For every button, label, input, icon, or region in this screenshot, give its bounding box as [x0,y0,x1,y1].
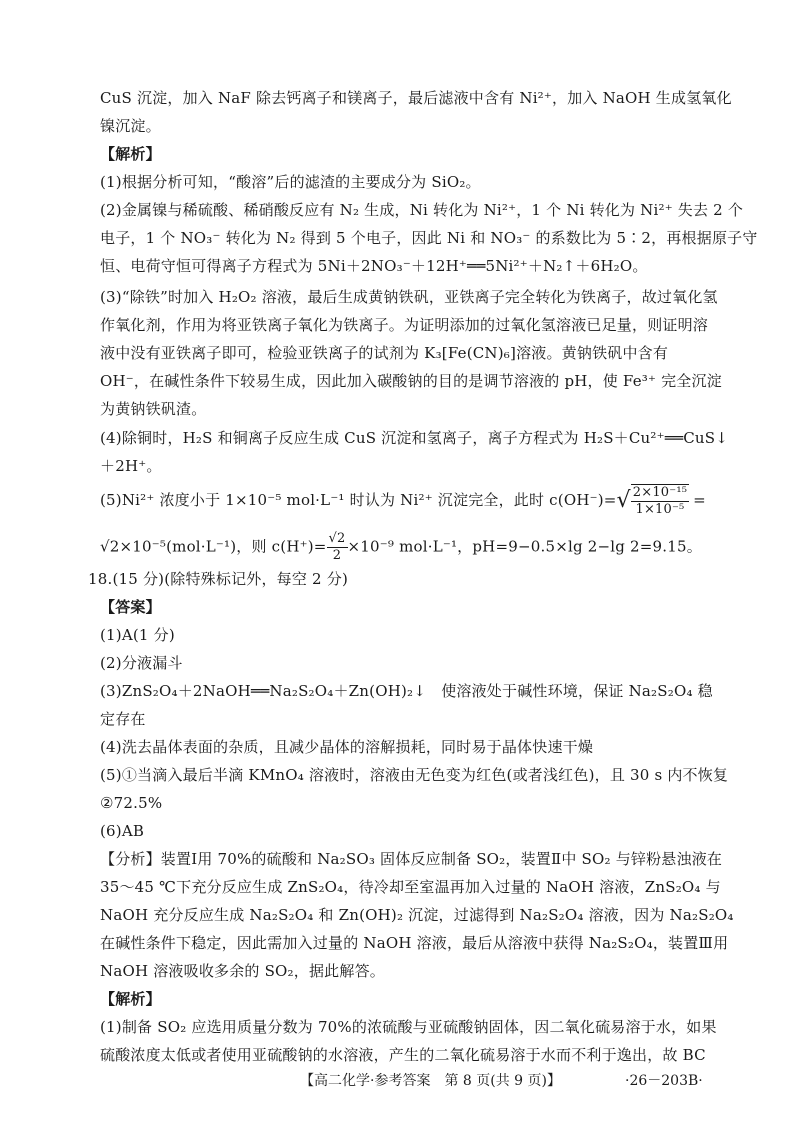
fraction-denominator: 1×10⁻⁵ [635,502,685,517]
section-heading-analysis: 【解析】 [100,990,161,1008]
text-line: 硫酸浓度太低或者使用亚硫酸钠的水溶液，产生的二氧化硫易溶于水而不利于逸出，故 BC [100,1046,706,1064]
text-line: (3)“除铁”时加入 H₂O₂ 溶液，最后生成黄钠铁矾，亚铁离子完全转化为铁离子，故过氧化氢 [100,288,718,306]
fraction [327,531,348,564]
text-line: 电子，1 个 NO₃⁻ 转化为 N₂ 得到 5 个电子，因此 Ni 和 NO₃⁻ 的系数比为 5∶2，再根据原子守 [100,229,758,247]
question-heading: 18.(15 分)(除特殊标记外，每空 2 分) [88,570,348,588]
text-line: (6)AB [100,822,145,840]
text-line: NaOH 充分反应生成 Na₂S₂O₄ 和 Zn(OH)₂ 沉淀，过滤得到 Na₂S₂O₄ 溶液，因为 Na₂S₂O₄ [100,906,734,924]
footer-code: ·26－203B· [625,1073,703,1089]
text-line: ②72.5% [100,794,163,812]
text-line: (4)洗去晶体表面的杂质，且减少晶体的溶解损耗，同时易于晶体快速干燥 [100,738,594,756]
footer-page-info: 【高二化学·参考答案 第 8 页(共 9 页)】 [300,1073,561,1089]
fraction-numerator: √2 [328,531,346,546]
text-line: 35～45 ℃下充分反应生成 ZnS₂O₄，待冷却至室温再加入过量的 NaOH 溶液，ZnS₂O₄ 与 [100,878,721,896]
formula-text: (5)Ni²⁺ 浓度小于 1×10⁻⁵ mol·L⁻¹ 时认为 Ni²⁺ 沉淀完全，此时 c(OH⁻)= [100,491,617,509]
text-line: 为黄钠铁矾渣。 [100,400,207,418]
text-line: 镍沉淀。 [100,117,161,135]
section-heading-analysis: 【解析】 [100,145,161,163]
text-line: CuS 沉淀，加入 NaF 除去钙离子和镁离子，最后滤液中含有 Ni²⁺，加入 NaOH 生成氢氧化 [100,89,732,107]
equals-sign: = [693,491,706,509]
text-line: OH⁻，在碱性条件下较易生成，因此加入碳酸钠的目的是调节溶液的 pH，使 Fe³⁺ 完全沉淀 [100,372,722,390]
text-line: (1)A(1 分) [100,626,175,644]
text-line: 恒、电荷守恒可得离子方程式为 5Ni＋2NO₃⁻＋12H⁺══5Ni²⁺＋N₂↑＋6H₂O。 [100,257,648,275]
text-line: (2)金属镍与稀硫酸、稀硝酸反应有 N₂ 生成，Ni 转化为 Ni²⁺，1 个 Ni 转化为 Ni²⁺ 失去 2 个 [100,201,744,219]
text-line: 定存在 [100,710,146,728]
text-line: 在碱性条件下稳定，因此需加入过量的 NaOH 溶液，最后从溶液中获得 Na₂S₂O₄，装置Ⅲ用 [100,934,729,952]
section-heading-answer: 【答案】 [100,598,161,616]
section-analysis-line: 【分析】装置Ⅰ用 70%的硫酸和 Na₂SO₃ 固体反应制备 SO₂，装置Ⅱ中 SO₂ 与锌粉悬浊液在 [100,850,723,868]
text-line: (2)分液漏斗 [100,654,183,672]
text-line: (3)ZnS₂O₄＋2NaOH══Na₂S₂O₄＋Zn(OH)₂↓ 使溶液处于碱性环境，保证 Na₂S₂O₄ 稳 [100,682,713,700]
formula-line-ph-1 [100,484,706,518]
text-line: 液中没有亚铁离子即可，检验亚铁离子的试剂为 K₃[Fe(CN)₆]溶液。黄钠铁矾中含有 [100,344,669,362]
text-line: 作氧化剂，作用为将亚铁离子氧化为铁离子。为证明添加的过氧化氢溶液已足量，则证明溶 [100,316,709,334]
formula-text: ×10⁻⁹ mol·L⁻¹，pH=9−0.5×lg 2−lg 2=9.15。 [347,537,702,556]
text-line: (1)根据分析可知，“酸溶”后的滤渣的主要成分为 SiO₂。 [100,173,481,191]
text-line: NaOH 溶液吸收多余的 SO₂，据此解答。 [100,962,385,980]
formula-line-ph-2 [100,531,702,564]
text-line: (5)①当滴入最后半滴 KMnO₄ 溶液时，溶液由无色变为红色(或者浅红色)，且 30 s 内不恢复 [100,766,729,784]
text-line: (1)制备 SO₂ 应选用质量分数为 70%的浓硫酸与亚硫酸钠固体，因二氧化硫易溶于水，如果 [100,1018,717,1036]
formula-text: √2×10⁻⁵(mol·L⁻¹)，则 c(H⁺)= [100,537,327,556]
text-line: ＋2H⁺。 [100,457,162,475]
sqrt-expression: √ $\frac{\text{2×10⁻¹⁵}}{\text{1×10⁻⁵}}$ [616,485,688,517]
fraction-denominator: 2 [332,548,342,563]
fraction-numerator: 2×10⁻¹⁵ [632,485,688,500]
text-line: (4)除铜时，H₂S 和铜离子反应生成 CuS 沉淀和氢离子，离子方程式为 H₂S＋Cu²⁺══CuS↓ [100,429,728,447]
